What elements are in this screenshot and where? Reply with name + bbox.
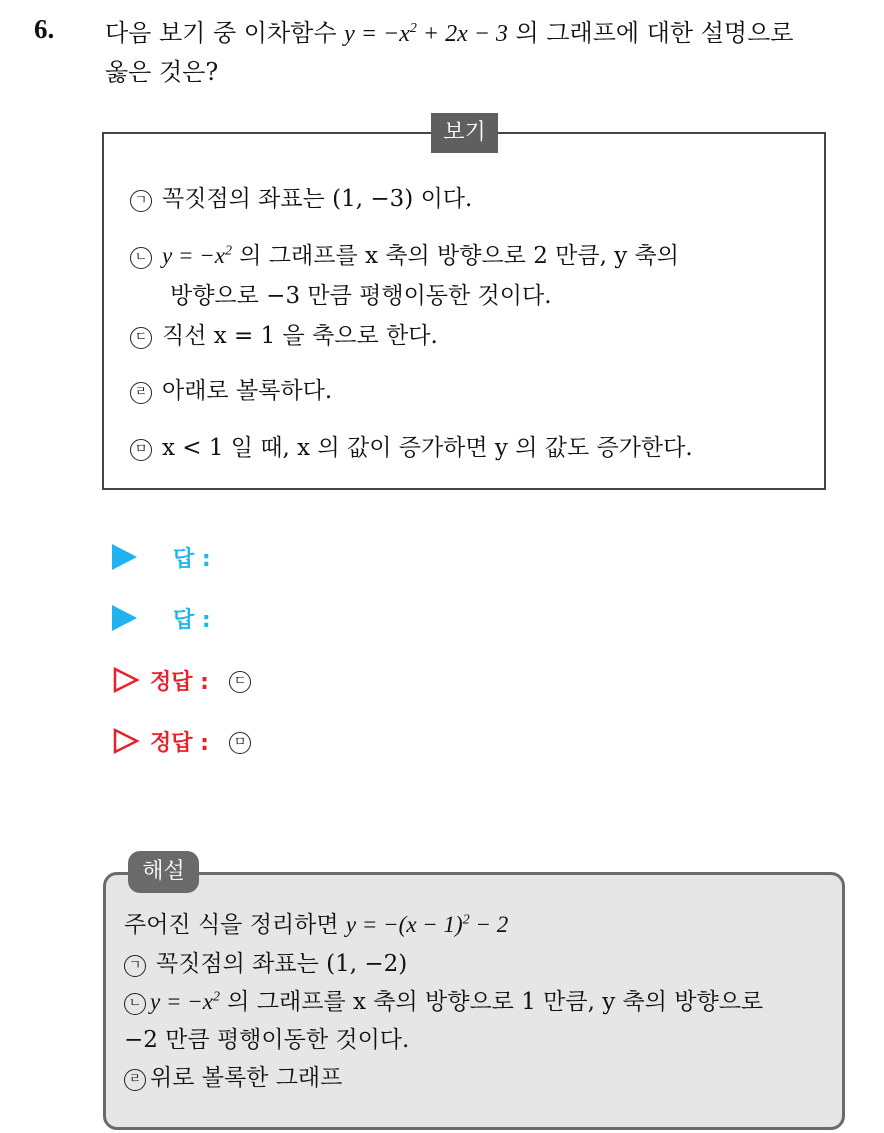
choice-item-1: ㄱ 꼭짓점의 좌표는 (1, −3) 이다. xyxy=(130,179,472,219)
answer-label: 답 : xyxy=(173,607,211,633)
question-text: 다음 보기 중 이차함수 $y = -x^2 + 2x - 3$ 의 그래프에 대한 설명으로 옳은 것은? xyxy=(105,19,794,86)
answer-row-1[interactable] xyxy=(112,540,211,574)
play-arrow-icon xyxy=(112,544,137,570)
solution-line-5: ㄹ 위로 볼록한 그래프 xyxy=(124,1059,342,1097)
correct-answer-row-1 xyxy=(112,663,261,697)
marker-circle: ㅁ xyxy=(130,439,152,461)
choice-item-2: ㄴ $y = -x^2$ 의 그래프를 x 축의 방향으로 2 만큼, y 축의 방향으로 −3 만큼 평행이동한 것이다. xyxy=(130,236,679,316)
solution-label: 해설 xyxy=(128,851,199,893)
choice-item-4: ㄹ 아래로 볼록하다. xyxy=(130,371,332,411)
correct-answer-value: ㅁ xyxy=(229,732,251,754)
marker-circle: ㄹ xyxy=(124,1069,146,1091)
solution-line-1: 주어진 식을 정리하면 $y = -(x - 1)^2 - 2$ xyxy=(124,912,509,938)
play-arrow-icon xyxy=(112,605,137,631)
answer-label: 답 : xyxy=(173,546,211,572)
marker-circle: ㄹ xyxy=(130,382,152,404)
marker-circle: ㄷ xyxy=(130,327,152,349)
choice-item-5: ㅁ x < 1 일 때, x 의 값이 증가하면 y 의 값도 증가한다. xyxy=(130,428,693,468)
question-number: 6. xyxy=(34,14,55,44)
correct-answer-label: 정답 : xyxy=(150,669,209,695)
correct-answer-value: ㄷ xyxy=(229,671,251,693)
choice-item-3: ㄷ 직선 x = 1 을 축으로 한다. xyxy=(130,316,438,356)
outline-arrow-icon xyxy=(112,727,140,755)
outline-arrow-icon xyxy=(112,666,140,694)
marker-circle: ㄴ xyxy=(124,993,146,1015)
solution-line-4: −2 만큼 평행이동한 것이다. xyxy=(124,1027,410,1053)
choices-box-label: 보기 xyxy=(431,113,498,153)
correct-answer-label: 정답 : xyxy=(150,730,209,756)
marker-circle: ㄱ xyxy=(124,955,146,977)
answer-row-2[interactable] xyxy=(112,601,211,635)
correct-answer-row-2 xyxy=(112,724,261,758)
formula: $y = -x^2 + 2x - 3$ xyxy=(344,21,508,47)
solution-line-2: ㄱ 꼭짓점의 좌표는 (1, −2) xyxy=(124,945,407,983)
solution-line-3: ㄴ $y = -x^2$ 의 그래프를 x 축의 방향으로 1 만큼, y 축의 방향으로 xyxy=(124,983,763,1021)
marker-circle: ㄱ xyxy=(130,190,152,212)
marker-circle: ㄴ xyxy=(130,247,152,269)
